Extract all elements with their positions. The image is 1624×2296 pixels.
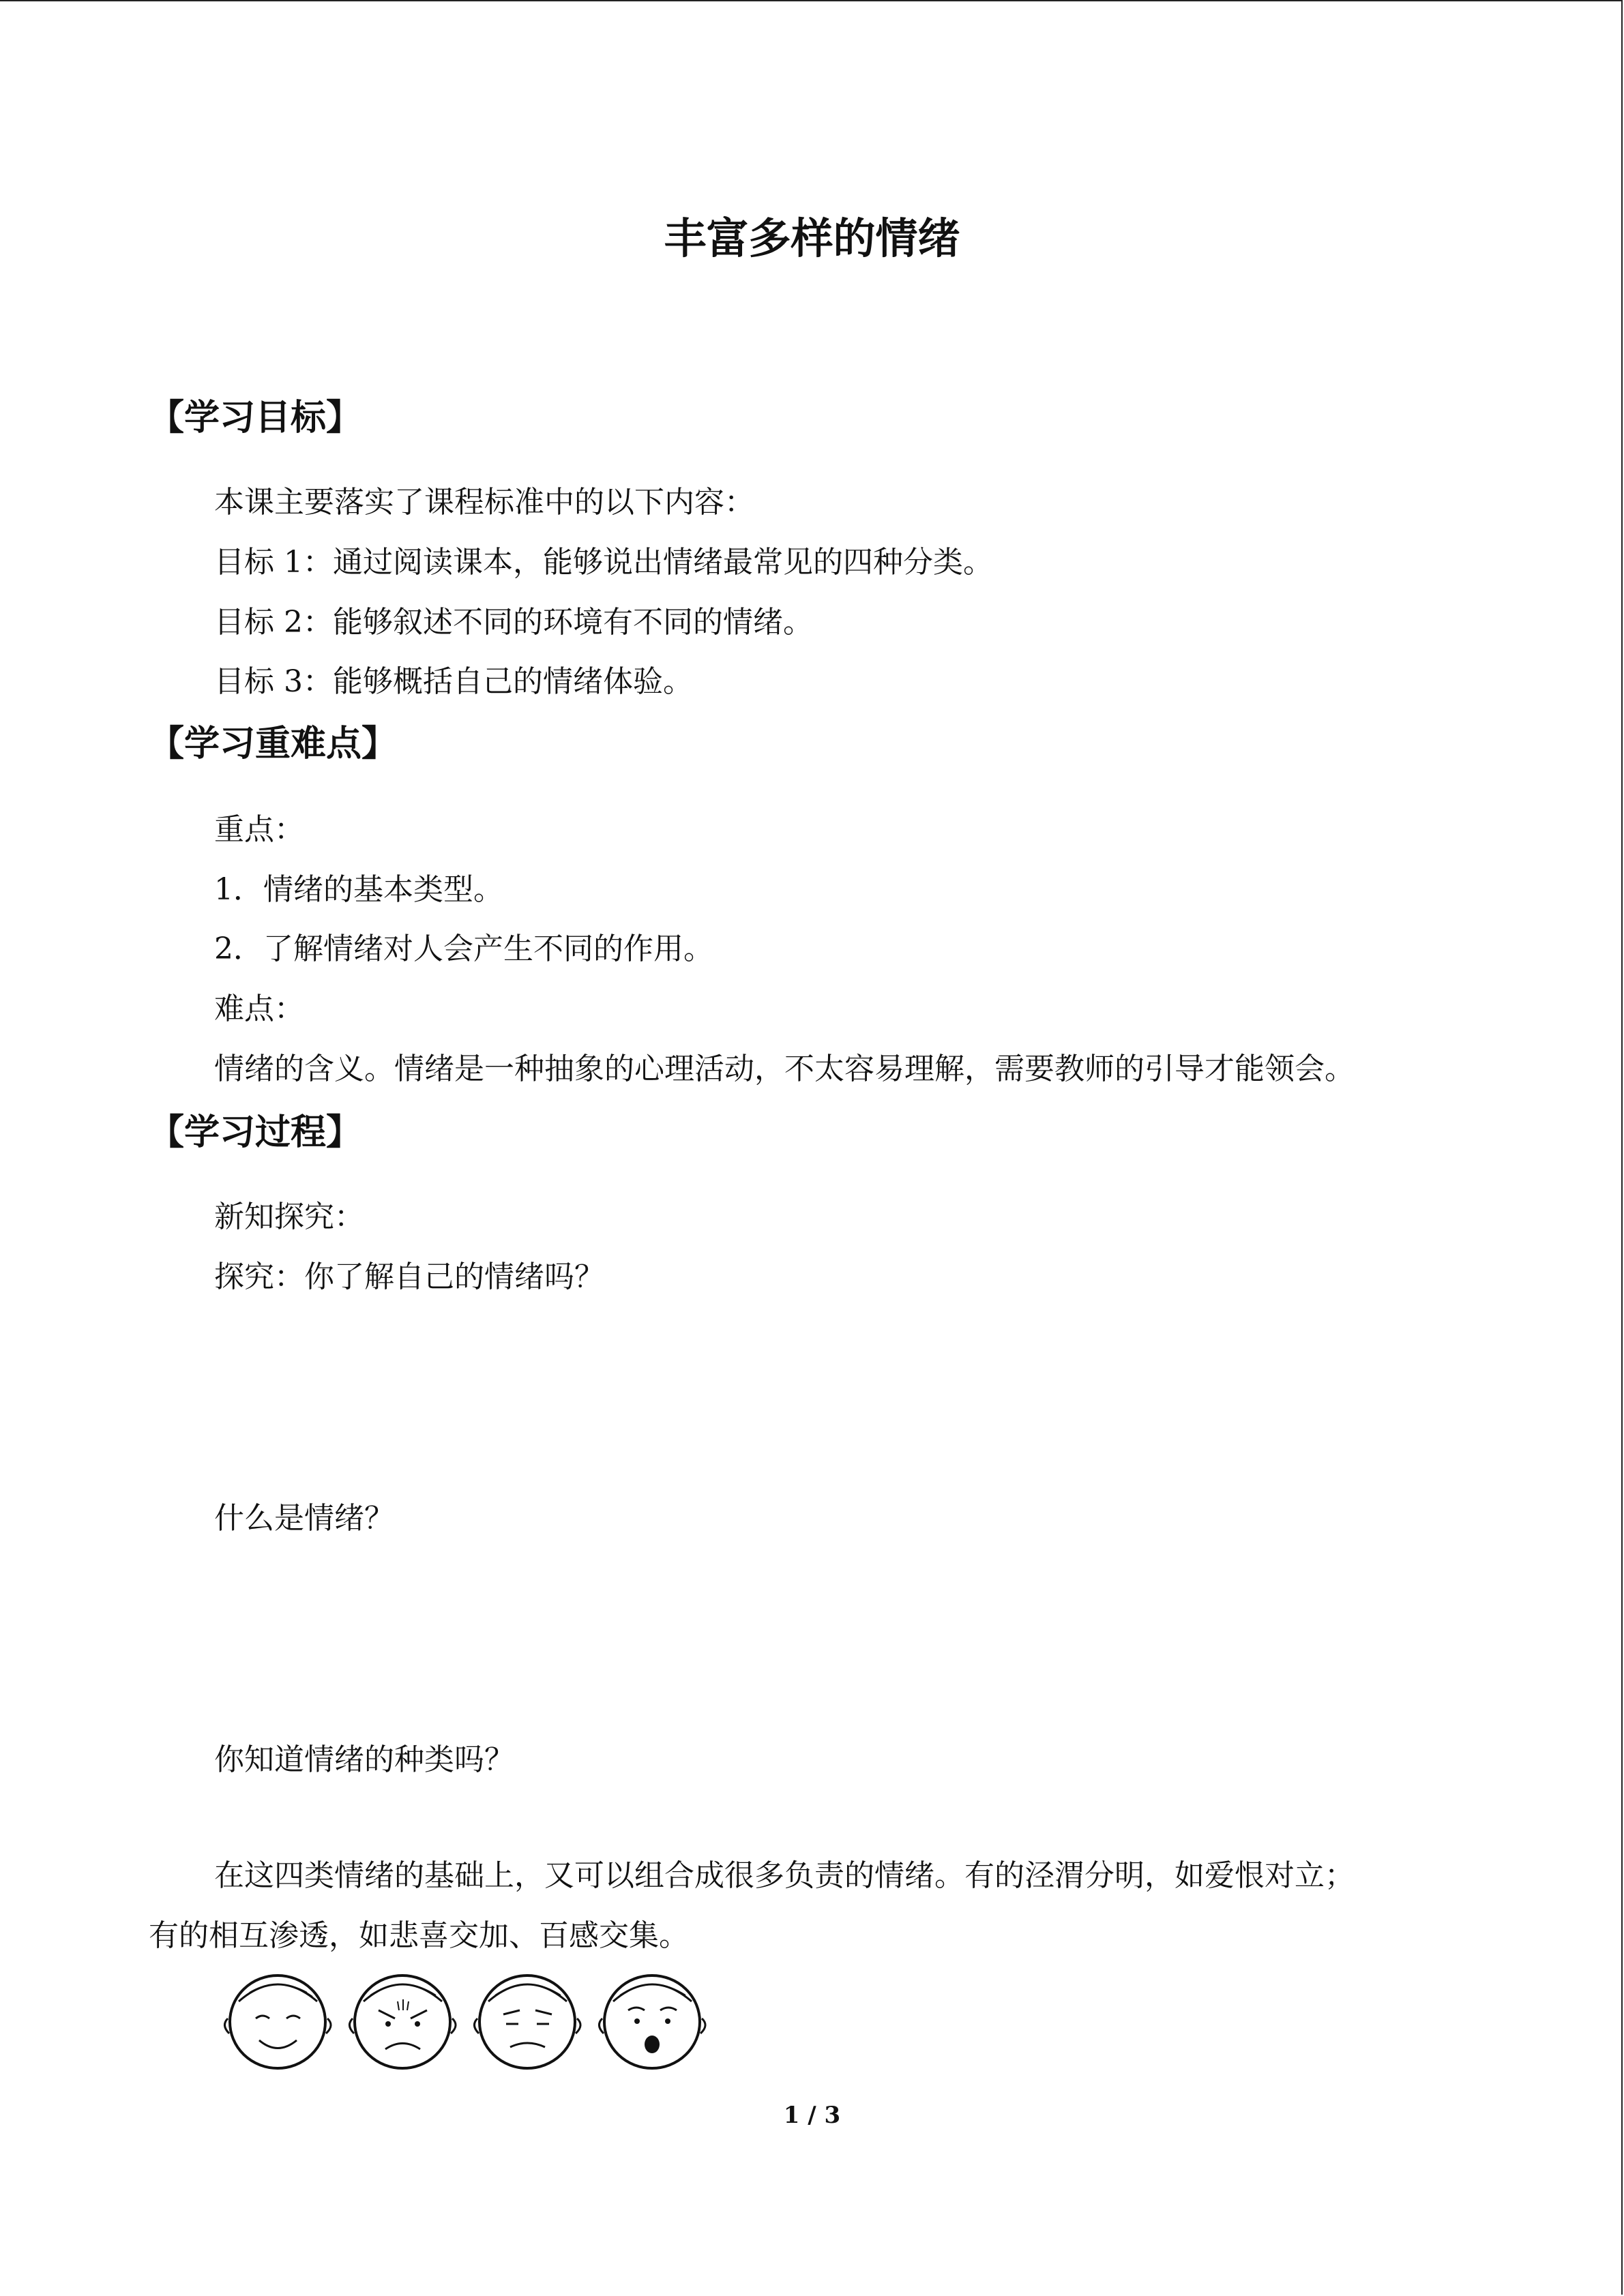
key-item-2: 2．了解情绪对人会产生不同的作用。: [214, 931, 713, 966]
key-item-1: 1．情绪的基本类型。: [214, 872, 503, 907]
surprised-face-icon: [593, 1964, 712, 2073]
page-title: 丰富多样的情绪: [664, 213, 960, 263]
key-label: 重点：: [214, 812, 304, 847]
emotion-faces-illustration: [218, 1964, 712, 2073]
goal-item-3: 目标 3：能够概括自己的情绪体验。: [214, 664, 693, 699]
paragraph-line-1: 在这四类情绪的基础上，又可以组合成很多负责的情绪。有的泾渭分明，如爱恨对立；: [214, 1858, 1355, 1893]
difficult-label: 难点：: [214, 992, 304, 1026]
paragraph-line-2: 有的相互渗透，如悲喜交加、百感交集。: [149, 1918, 689, 1953]
goal-item-2: 目标 2：能够叙述不同的环境有不同的情绪。: [214, 605, 813, 640]
new-knowledge-label: 新知探究：: [214, 1199, 364, 1234]
section-heading-process: 【学习过程】: [149, 1112, 362, 1153]
question-emotion-types: 你知道情绪的种类吗？: [214, 1742, 514, 1777]
section-heading-goals: 【学习目标】: [149, 398, 362, 438]
angry-face-icon: [343, 1964, 462, 2073]
sad-face-icon: [468, 1964, 587, 2073]
explore-question: 探究：你了解自己的情绪吗？: [214, 1259, 604, 1294]
goals-intro: 本课主要落实了课程标准中的以下内容：: [214, 485, 754, 520]
goal-item-1: 目标 1：通过阅读课本，能够说出情绪最常见的四种分类。: [214, 545, 993, 580]
section-heading-keypoints: 【学习重难点】: [149, 724, 398, 764]
page-number: 1 / 3: [783, 2102, 841, 2129]
difficult-text: 情绪的含义。情绪是一种抽象的心理活动，不太容易理解，需要教师的引导才能领会。: [214, 1052, 1355, 1086]
question-what-is-emotion: 什么是情绪？: [214, 1501, 394, 1536]
happy-face-icon: [218, 1964, 338, 2073]
